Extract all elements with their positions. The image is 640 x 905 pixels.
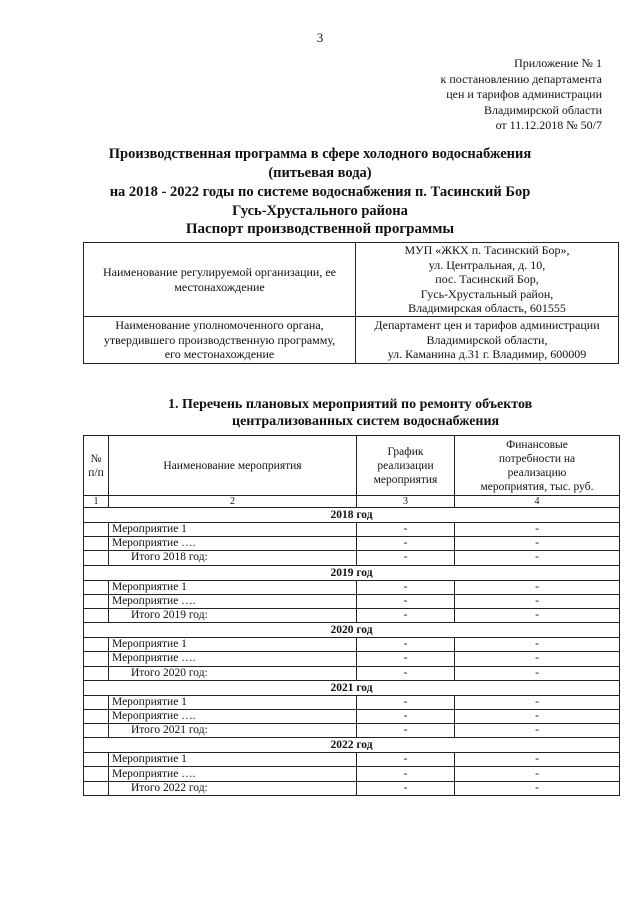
cell-num [84, 551, 109, 565]
cell-schedule: - [357, 666, 455, 680]
column-number: 3 [357, 496, 455, 508]
text-line: Департамент цен и тарифов администрации [374, 318, 600, 333]
cell-event-name: Мероприятие …. [109, 652, 357, 666]
cell-event-name: Мероприятие …. [109, 709, 357, 723]
header-line: мероприятия, тыс. руб. [480, 480, 594, 493]
cell-finance: - [455, 666, 620, 680]
header-name: Наименование мероприятия [109, 436, 357, 496]
column-number-row [84, 496, 620, 508]
table-row [84, 638, 620, 652]
passport-table [83, 242, 619, 364]
events-table [83, 435, 620, 796]
cell-num [84, 666, 109, 680]
header-num [84, 436, 109, 496]
table-row [84, 608, 620, 622]
cell-finance: - [455, 580, 620, 594]
cell-event-name: Итого 2022 год: [109, 781, 357, 795]
title-line: Производственная программа в сфере холодного водоснабжения [108, 146, 532, 162]
passport-value [356, 317, 619, 364]
table-row [84, 580, 620, 594]
header-line: п/п [88, 466, 104, 479]
cell-num [84, 724, 109, 738]
table-row [84, 753, 620, 767]
cell-num [84, 781, 109, 795]
appendix-line: цен и тарифов администрации [446, 87, 602, 102]
text-line: Гусь-Хрустальный район, [420, 286, 554, 301]
text-line: Владимирская область, 601555 [408, 301, 566, 316]
cell-num [84, 580, 109, 594]
table-row [84, 652, 620, 666]
cell-event-name: Мероприятие 1 [109, 695, 357, 709]
table-row [84, 695, 620, 709]
title-line: на 2018 - 2022 годы по системе водоснабжения п. Тасинский Бор [109, 184, 531, 200]
table-row [84, 551, 620, 565]
passport-row [84, 317, 619, 364]
table-row [84, 594, 620, 608]
cell-schedule: - [357, 551, 455, 565]
cell-finance: - [455, 709, 620, 723]
header-line: График [387, 445, 424, 458]
text-line: его местонахождение [164, 347, 275, 362]
cell-schedule: - [357, 537, 455, 551]
cell-event-name: Мероприятие 1 [109, 580, 357, 594]
text-line: утвердившего производственную программу, [103, 332, 336, 347]
cell-finance: - [455, 523, 620, 537]
passport-value [356, 243, 619, 317]
cell-event-name: Итого 2021 год: [109, 724, 357, 738]
cell-schedule: - [357, 638, 455, 652]
passport-label [84, 317, 356, 364]
year-row [84, 565, 620, 580]
cell-num [84, 537, 109, 551]
cell-num [84, 709, 109, 723]
passport-title: Паспорт производственной программы [185, 221, 455, 237]
appendix-block [441, 56, 602, 134]
section-heading [168, 396, 532, 430]
cell-num [84, 753, 109, 767]
header-line: № [90, 452, 102, 465]
title-line: (питьевая вода) [268, 165, 372, 181]
cell-num [84, 695, 109, 709]
cell-num [84, 523, 109, 537]
passport-row [84, 243, 619, 317]
text-line: ул. Каманина д.31 г. Владимир, 600009 [387, 347, 587, 362]
year-label: 2020 год [84, 623, 620, 638]
header-line: потребности на [498, 452, 576, 465]
header-line: реализацию [507, 466, 567, 479]
cell-schedule: - [357, 753, 455, 767]
cell-schedule: - [357, 580, 455, 594]
year-row [84, 738, 620, 753]
text-line: местонахождение [174, 279, 265, 294]
header-line: реализации [377, 459, 434, 472]
cell-event-name: Мероприятие 1 [109, 523, 357, 537]
header-line: мероприятия [373, 473, 438, 486]
cell-finance: - [455, 652, 620, 666]
table-header-row [84, 436, 620, 496]
appendix-line: от 11.12.2018 № 50/7 [495, 118, 602, 133]
cell-finance: - [455, 537, 620, 551]
cell-finance: - [455, 608, 620, 622]
section-heading-line: 1. Перечень плановых мероприятий по ремонту объектов [168, 397, 533, 412]
cell-event-name: Мероприятие 1 [109, 638, 357, 652]
year-row [84, 680, 620, 695]
year-label: 2022 год [84, 738, 620, 753]
table-row [84, 767, 620, 781]
table-row [84, 523, 620, 537]
cell-schedule: - [357, 709, 455, 723]
cell-event-name: Мероприятие 1 [109, 753, 357, 767]
appendix-line: к постановлению департамента [440, 71, 602, 86]
text-line: ул. Центральная, д. 10, [428, 257, 546, 272]
column-number: 4 [455, 496, 620, 508]
cell-num [84, 652, 109, 666]
events-body [84, 496, 620, 796]
cell-num [84, 638, 109, 652]
year-label: 2019 год [84, 565, 620, 580]
year-label: 2021 год [84, 680, 620, 695]
cell-schedule: - [357, 695, 455, 709]
cell-finance: - [455, 724, 620, 738]
text-line: МУП «ЖКХ п. Тасинский Бор», [404, 243, 570, 258]
cell-event-name: Мероприятие …. [109, 537, 357, 551]
cell-schedule: - [357, 767, 455, 781]
cell-finance: - [455, 551, 620, 565]
cell-schedule: - [357, 652, 455, 666]
table-row [84, 666, 620, 680]
cell-event-name: Мероприятие …. [109, 767, 357, 781]
table-row [84, 537, 620, 551]
cell-schedule: - [357, 781, 455, 795]
text-line: пос. Тасинский Бор, [435, 272, 539, 287]
section-heading-line: централизованных систем водоснабжения [232, 414, 500, 429]
text-line: Владимирской области, [426, 332, 548, 347]
cell-event-name: Итого 2018 год: [109, 551, 357, 565]
appendix-line: Владимирской области [484, 102, 602, 117]
table-row [84, 724, 620, 738]
page-number: 3 [316, 30, 324, 45]
cell-schedule: - [357, 608, 455, 622]
cell-event-name: Мероприятие …. [109, 594, 357, 608]
year-row [84, 508, 620, 523]
text-line: Наименование регулируемой организации, ее [103, 264, 336, 279]
cell-num [84, 594, 109, 608]
cell-event-name: Итого 2020 год: [109, 666, 357, 680]
cell-finance: - [455, 695, 620, 709]
header-schedule [357, 436, 455, 496]
cell-schedule: - [357, 594, 455, 608]
title-line: Гусь-Хрустального района [232, 203, 408, 219]
cell-num [84, 767, 109, 781]
cell-schedule: - [357, 724, 455, 738]
document-title [0, 145, 640, 221]
column-number: 2 [109, 496, 357, 508]
column-number: 1 [84, 496, 109, 508]
year-row [84, 623, 620, 638]
cell-num [84, 608, 109, 622]
table-row [84, 709, 620, 723]
cell-event-name: Итого 2019 год: [109, 608, 357, 622]
table-row [84, 781, 620, 795]
cell-finance: - [455, 753, 620, 767]
cell-finance: - [455, 767, 620, 781]
cell-finance: - [455, 781, 620, 795]
header-line: Финансовые [506, 438, 568, 451]
cell-schedule: - [357, 523, 455, 537]
appendix-line: Приложение № 1 [514, 56, 602, 70]
cell-finance: - [455, 594, 620, 608]
header-finance [455, 436, 620, 496]
passport-label [84, 243, 356, 317]
cell-finance: - [455, 638, 620, 652]
text-line: Наименование уполномоченного органа, [115, 318, 324, 333]
year-label: 2018 год [84, 508, 620, 523]
